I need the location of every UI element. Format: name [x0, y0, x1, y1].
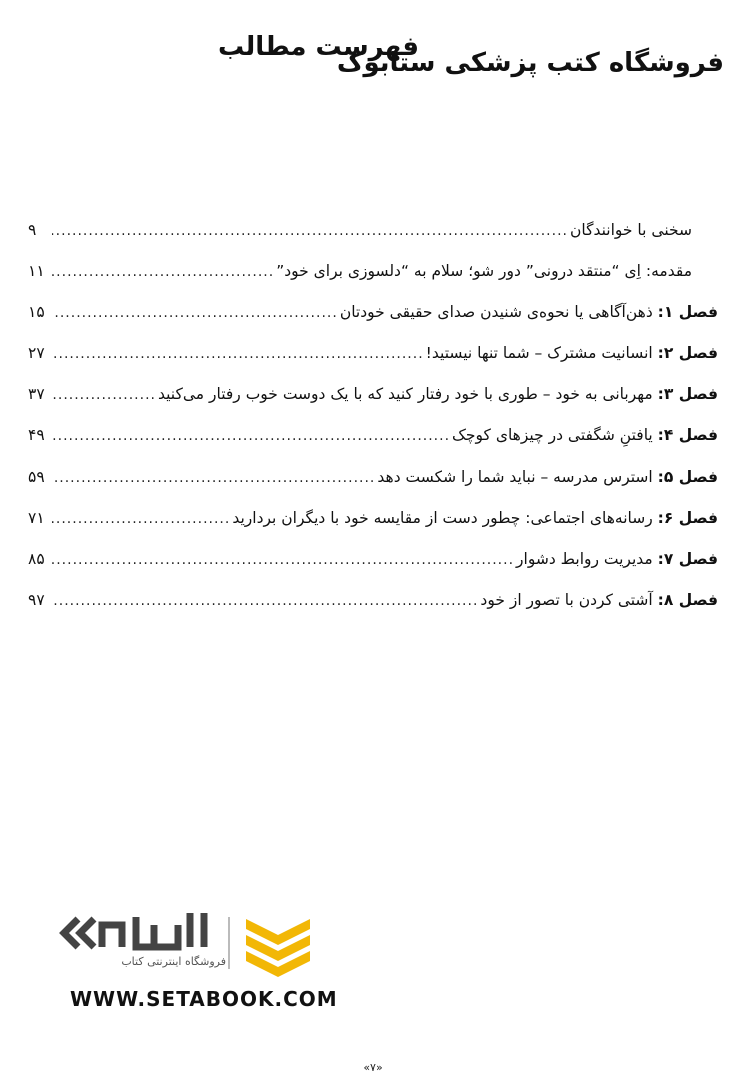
toc-page-number: ۲۷ [28, 344, 45, 363]
toc-entry-label [158, 376, 718, 412]
toc-entry [28, 212, 718, 253]
toc-entry [28, 376, 718, 417]
toc-page-number: ۹ [28, 221, 37, 239]
toc-chapter-number: فصل ۳: [657, 385, 718, 404]
toc-entry [28, 582, 718, 623]
toc-entry-label [480, 582, 718, 618]
toc-entry [28, 541, 718, 582]
toc-entry-title: انسانیت مشترک – شما تنها نیستید! [425, 344, 653, 363]
toc-entry-title: یافتنِ شگفتی در چیزهای کوچک [452, 426, 653, 445]
toc-entry [28, 459, 718, 500]
toc-page-number: ۳۷ [28, 385, 45, 404]
toc-chapter-number: فصل ۲: [657, 344, 718, 363]
toc-leader-dots [52, 254, 274, 290]
toc-page-number: ۹۷ [28, 590, 45, 609]
toc-leader-dots [52, 213, 568, 249]
toc-chapter-number: فصل ۶: [657, 508, 718, 527]
logo-graphic [56, 905, 326, 985]
toc-entry-label [340, 294, 718, 330]
toc-entry [28, 335, 718, 376]
toc-entry-title: ذهن‌آگاهی یا نحوه‌ی شنیدن صدای حقیقی خودتان [339, 303, 653, 322]
toc-entry-label [452, 417, 718, 453]
toc-entry-label [570, 212, 692, 248]
toc-entry-title: مهربانی به خود – طوری با خود رفتار کنید که با یک دوست خوب رفتار می‌کنید [157, 385, 653, 404]
store-title: فروشگاه کتب پزشکی ستابوک [336, 48, 724, 78]
page-number: «۷» [363, 1061, 383, 1074]
toc-entry-label [232, 500, 718, 536]
toc-chapter-number: فصل ۱: [657, 303, 718, 322]
logo-url-text: WWW.SETABOOK.COM [70, 987, 338, 1011]
logo-url [70, 987, 338, 1011]
toc-entry-title: استرس مدرسه – نباید شما را شکست دهد [377, 467, 653, 486]
toc-entry [28, 294, 718, 335]
toc-entry-label [377, 459, 718, 495]
toc-page-number: ۸۵ [28, 549, 45, 568]
toc-leader-dots [52, 418, 450, 454]
toc-entry [28, 500, 718, 541]
toc-entry-title: آشتی کردن با تصور از خود [480, 590, 653, 609]
toc-page-number: ۷۱ [28, 508, 45, 527]
toc-page-number: ۱۵ [28, 303, 45, 322]
toc-leader-dots [52, 295, 338, 331]
toc-chapter-number: فصل ۸: [657, 590, 718, 609]
toc-entry [28, 253, 718, 294]
toc-leader-dots [52, 501, 230, 537]
toc-title: فهرست مطالب [218, 32, 419, 62]
toc-entry-label [426, 335, 718, 371]
toc-page-number: ۵۹ [28, 467, 45, 486]
page-header [24, 30, 724, 90]
toc-chapter-number: فصل ۵: [657, 467, 718, 486]
toc-leader-dots [52, 542, 514, 578]
toc-chapter-number: فصل ۷: [657, 549, 718, 568]
logo-tagline: فروشگاه اینترنتی کتاب [121, 955, 226, 968]
toc-entry-title: سخنی با خوانندگان [570, 221, 692, 239]
toc-leader-dots [52, 460, 375, 496]
toc-entry-title: مدیریت روابط دشوار [516, 549, 653, 568]
toc-page-number: ۱۱ [28, 262, 45, 281]
table-of-contents [28, 212, 718, 623]
toc-leader-dots [52, 377, 156, 413]
toc-leader-dots [52, 583, 478, 619]
toc-entry-title: رسانه‌های اجتماعی: چطور دست از مقایسه خود با دیگران بردارید [232, 508, 653, 527]
toc-chapter-number: فصل ۴: [657, 426, 718, 445]
toc-entry-label [276, 253, 692, 289]
toc-entry-title: مقدمه: اِی “منتقد درونی” دور شو؛ سلام به “دلسوزی برای خود” [276, 262, 692, 281]
toc-leader-dots [52, 336, 424, 372]
toc-page-number: ۴۹ [28, 426, 45, 445]
toc-entry-label [516, 541, 718, 577]
toc-entry [28, 417, 718, 458]
setabook-logo [56, 905, 338, 1015]
